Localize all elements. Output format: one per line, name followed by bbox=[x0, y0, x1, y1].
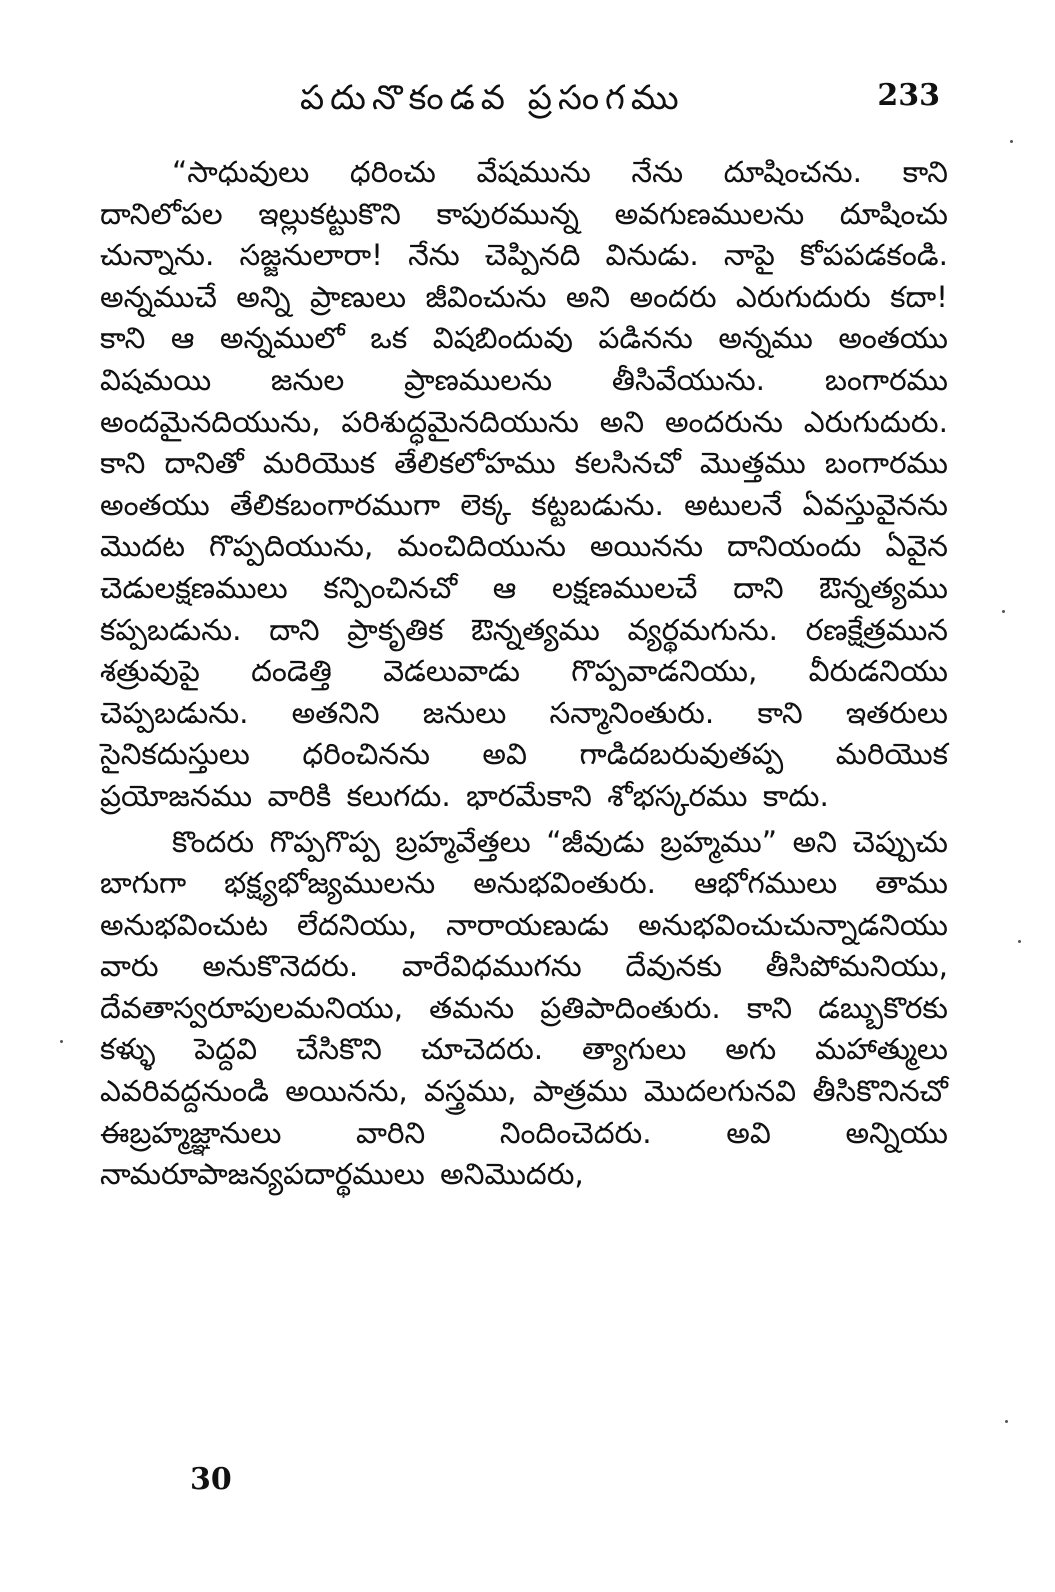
body-text bbox=[100, 152, 948, 1196]
running-title: పదునొకండవ ప్రసంగము bbox=[300, 78, 685, 118]
scan-speck bbox=[1002, 610, 1005, 613]
page-number-top: 233 bbox=[877, 78, 940, 113]
scan-speck bbox=[1018, 940, 1021, 943]
scan-speck bbox=[1005, 1420, 1008, 1423]
scan-speck bbox=[1010, 140, 1013, 143]
scan-speck bbox=[60, 1040, 63, 1043]
paragraph-2: కొందరు గొప్పగొప్ప బ్రహ్మవేత్తలు “జీవుడు బ్రహ్మము” అని చెప్పుచు బాగుగా భక్ష్యభోజ్యములను అనుభవింతురు. ఆభోగములు తాము అనుభవించుట లేదనియు, నారాయణుడు అనుభవించుచున్నాడనియు వారు అనుకొనెదరు. వారేవిధముగను దేవునకు తీసిపోమనియు, దేవతాస్వరూపులమనియు, తమను ప్రతిపాదింతురు. కాని డబ్బుకొరకు కళ్ళు పెద్దవి చేసికొని చూచెదరు. త్యాగులు అగు మహాత్ములు ఎవరివద్దనుండి అయినను, వస్త్రము, పాత్రము మొదలగునవి తీసికొనినచో ఈబ్రహ్మజ్ఞానులు వారిని నిందించెదరు. అవి అన్నియు నామరూపాజన్యపదార్థములు అనిమొదరు, bbox=[100, 824, 948, 1192]
page-header bbox=[300, 78, 940, 128]
paragraph-1: “సాధువులు ధరించు వేషమును నేను దూషించను. కాని దానిలోపల ఇల్లుకట్టుకొని కాపురమున్న అవగుణములను దూషించు చున్నాను. సజ్జనులారా! నేను చెప్పినది వినుడు. నాపై కోపపడకండి. అన్నముచే అన్ని ప్రాణులు జీవించును అని అందరు ఎరుగుదురు కదా! కాని ఆ అన్నములో ఒక విషబిందువు పడినను అన్నము అంతయు విషమయి జనుల ప్రాణములను తీసివేయును. బంగారము అందమైనదియును, పరిశుద్ధమైనదియును అని అందరును ఎరుగుదురు. కాని దానితో మరియొక తేలికలోహము కలసినచో మొత్తము బంగారము అంతయు తేలికబంగారముగా లెక్క కట్టబడును. అటులనే ఏవస్తువైనను మొదట గొప్పదియును, మంచిదియును అయినను దానియందు ఏవైన చెడులక్షణములు కన్పించినచో ఆ లక్షణములచే దాని ఔన్నత్యము కప్పబడును. దాని ప్రాకృతిక ఔన్నత్యము వ్యర్థమగును. రణక్షేత్రమున శత్రువుపై దండెత్తి వెడలువాడు గొప్పవాడనియు, వీరుడనియు చెప్పబడును. అతనిని జనులు సన్మానింతురు. కాని ఇతరులు సైనికదుస్తులు ధరించినను అవి గాడిదబరువుతప్ప మరియొక ప్రయోజనము వారికి కలుగదు. భారమేకాని శోభస్కరము కాదు. bbox=[100, 155, 948, 813]
page-number-bottom: 30 bbox=[190, 1462, 232, 1497]
